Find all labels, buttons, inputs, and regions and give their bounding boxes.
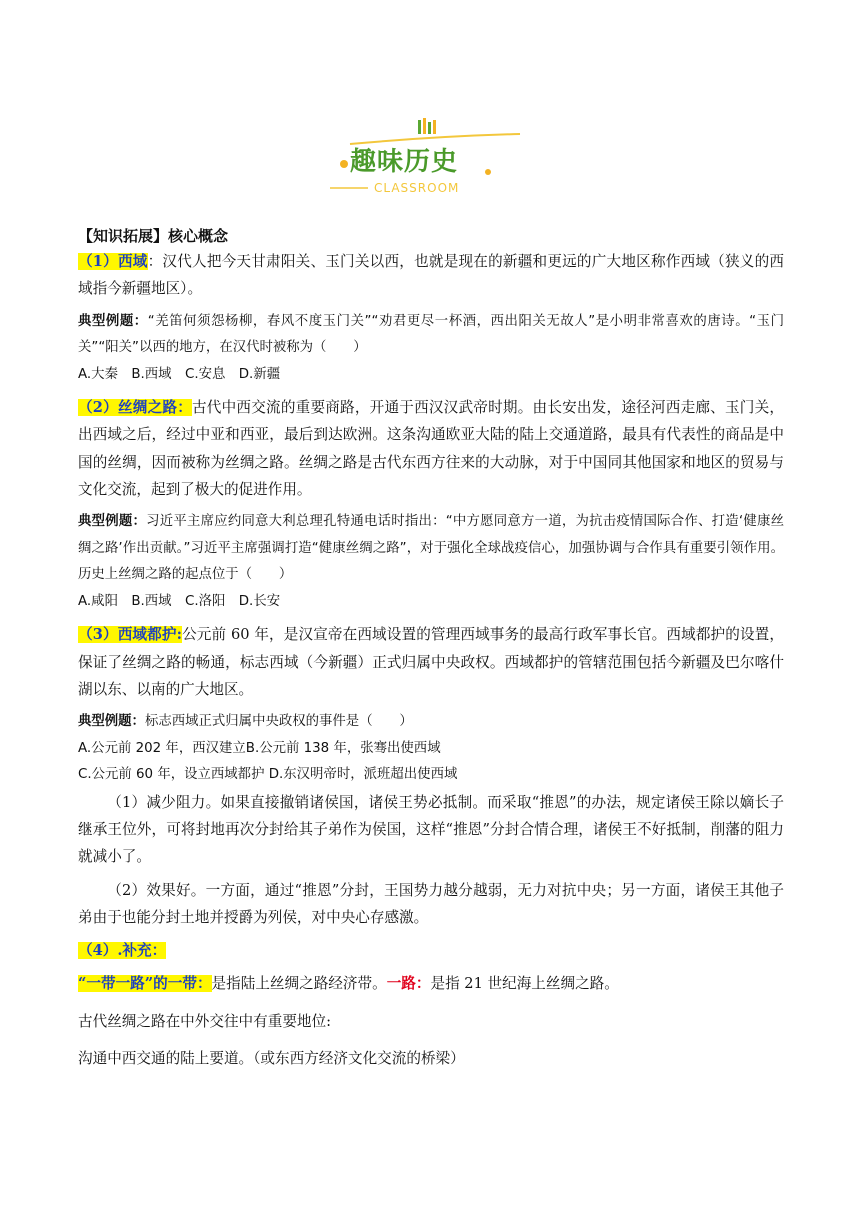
section-heading: 【知识拓展】核心概念 [78,227,229,245]
duhu-tag: （3）西域都护: [78,626,182,644]
supplement-heading [78,937,784,964]
silkroad-options: A.咸阳 B.西域 C.洛阳 D.长安 [78,593,281,609]
tuien-point-2: （2）效果好。一方面，通过“推恩”分封，王国势力越分越弱，无力对抗中央；另一方面，诸侯王其他子弟由于也能分封土地并授爵为列侯，对中央心存感激。 [78,881,784,926]
example-question: “羌笛何须怨杨柳，春风不度玉门关”“劝君更尽一杯酒，西出阳关无故人”是小明非常喜欢的唐诗。“玉门关”“阳关”以西的地方，在汉代时被称为（ ） [78,313,785,356]
xiyu-example [78,309,784,362]
closing-line-1: 古代丝绸之路在中外交往中有重要地位: [78,1012,332,1030]
silkroad-example [78,509,784,589]
example-question: 标志西域正式归属中央政权的事件是（ ） [144,714,413,730]
supplement-tag: （4）.补充： [78,942,167,960]
document-body [78,224,784,1072]
logo-subtitle: CLASSROOM [374,181,460,195]
xiyu-text: ：汉代人把今天甘肃阳关、玉门关以西，也就是现在的新疆和更远的广大地区称作西域（狭义的西域指今新疆地区）。 [78,253,784,298]
example-question: 习近平主席应约同意大利总理孔特通电话时指出：“中方愿同意方一道，为抗击疫情国际合作、打造‘健康丝绸之路’作出贡献。”习近平主席强调打造“健康丝绸之路”，对于强化全球战疫信心，加强协调与合作具有重要引领作用。历史上丝绸之路的起点位于（ ） [78,514,785,583]
closing-line-2: 沟通中西交通的陆上要道。（或东西方经济文化交流的桥梁） [78,1050,465,1068]
logo-title: 趣味历史 [350,147,459,177]
xiyu-definition [78,248,784,303]
duhu-option-row-2: C.公元前 60 年，设立西域都护 D.东汉明帝时，派班超出使西域 [78,767,458,783]
silkroad-definition [78,394,784,503]
example-label: 典型例题： [78,313,148,329]
example-label: 典型例题： [78,514,147,530]
belt-text: 是指陆上丝绸之路经济带。 [211,975,387,993]
silkroad-tag: （2）丝绸之路： [78,399,192,417]
tuien-point-1: （1）减少阻力。如果直接撤销诸侯国，诸侯王势必抵制。而采取“推恩”的办法，规定诸侯王除以嫡长子继承王位外，可将封地再次分封给其子弟作为侯国，这样“推恩”分封合情合理，诸侯王不好抵制，削藩的阻力就减小了。 [78,793,784,866]
duhu-definition [78,621,784,703]
belt-tag: “一带一路”的一带： [78,975,212,993]
classroom-logo [330,118,530,204]
duhu-example [78,709,784,736]
xiyu-tag: （1）西域 [78,253,148,270]
road-tag: 一路： [386,975,431,993]
silkroad-text: 古代中西交流的重要商路，开通于西汉汉武帝时期。由长安出发，途径河西走廊、玉门关，出西域之后，经过中亚和西亚，最后到达欧洲。这条沟通欧亚大陆的陆上交通道路，最具有代表性的商品是中国的丝绸，因而被称为丝绸之路。丝绸之路是古代东西方往来的大动脉，对于中国同其他国家和地区的贸易与文化交流，起到了极大的促进作用。 [78,399,784,498]
duhu-text: 公元前 60 年，是汉宣帝在西域设置的管理西域事务的最高行政军事长官。西域都护的设置，保证了丝绸之路的畅通，标志西域（今新疆）正式归属中央政权。西域都护的管辖范围包括今新疆及巴尔喀什湖以东、以南的广大地区。 [78,626,784,698]
road-text: 是指 21 世纪海上丝绸之路。 [430,975,619,993]
duhu-option-row-1: A.公元前 202 年，西汉建立B.公元前 138 年，张骞出使西域 [78,740,441,756]
belt-road-line [78,970,784,997]
xiyu-options: A.大秦 B.西域 C.安息 D.新疆 [78,366,281,382]
example-label: 典型例题： [78,714,145,730]
